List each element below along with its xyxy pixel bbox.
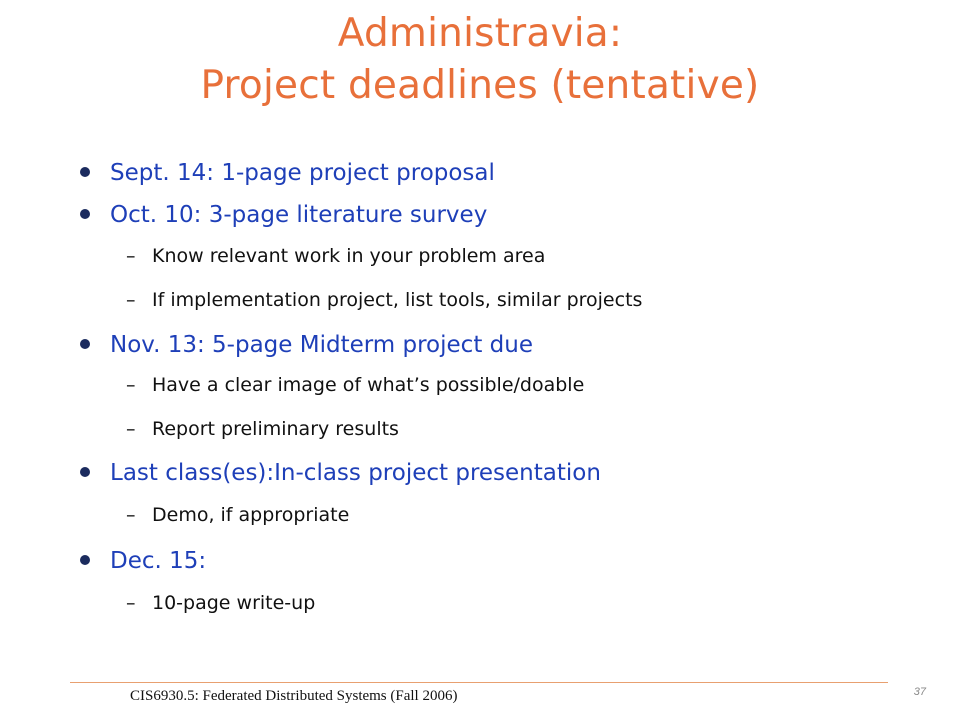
dash-marker: – [126, 289, 136, 311]
dash-marker: – [126, 374, 136, 396]
sub-item [0, 372, 960, 404]
bullet-item [0, 457, 960, 497]
bullet-item [0, 157, 960, 197]
sub-item [0, 416, 960, 448]
bullet-text: Oct. 10: 3-page literature survey [110, 202, 488, 228]
title-line-2: Project deadlines (tentative) [200, 63, 760, 108]
sub-item [0, 590, 960, 622]
bullet-item [0, 199, 960, 239]
sub-item [0, 243, 960, 275]
footer-course-title: CIS6930.5: Federated Distributed Systems (Fall 2006) [130, 688, 458, 704]
sub-item-text: 10-page write-up [152, 592, 316, 614]
page-number: 37 [913, 686, 926, 698]
bullet-text: Sept. 14: 1-page project proposal [110, 160, 495, 186]
bullet-dot-icon [80, 467, 90, 477]
sub-item-text: Demo, if appropriate [152, 504, 350, 526]
dash-marker: – [126, 504, 136, 526]
sub-item [0, 502, 960, 534]
bullet-dot-icon [80, 209, 90, 219]
dash-marker: – [126, 418, 136, 440]
bullet-dot-icon [80, 167, 90, 177]
bullet-dot-icon [80, 339, 90, 349]
bullet-text: Last class(es):In-class project presentation [110, 460, 601, 486]
bullet-dot-icon [80, 555, 90, 565]
sub-item-text: Report preliminary results [152, 418, 399, 440]
footer-divider [70, 682, 888, 683]
slide-title [0, 8, 960, 112]
dash-marker: – [126, 245, 136, 267]
sub-item-text: If implementation project, list tools, similar projects [152, 289, 643, 311]
sub-item [0, 287, 960, 319]
bullet-text: Dec. 15: [110, 548, 207, 574]
dash-marker: – [126, 592, 136, 614]
sub-item-text: Have a clear image of what’s possible/doable [152, 374, 585, 396]
sub-item-text: Know relevant work in your problem area [152, 245, 546, 267]
title-line-1: Administravia: [337, 11, 623, 56]
bullet-text: Nov. 13: 5-page Midterm project due [110, 332, 533, 358]
bullet-item [0, 545, 960, 585]
bullet-item [0, 329, 960, 369]
